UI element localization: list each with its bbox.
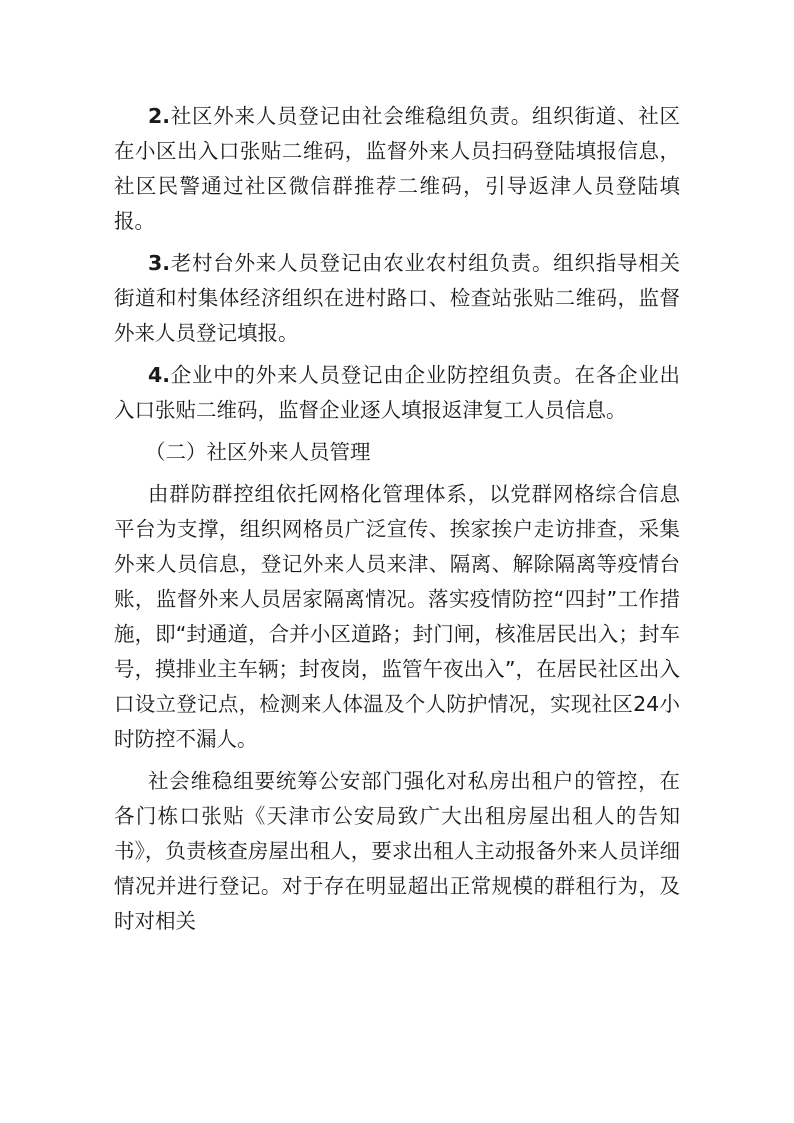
body-paragraph-grid-management: 由群防群控组依托网格化管理体系，以党群网格综合信息平台为支撑，组织网格员广泛宣传、挨家挨户走访排查，采集外来人员信息，登记外来人员来津、隔离、解除隔离等疫情台账，监督外来人员居家隔离情况。落实疫情防控“四封”工作措施，即“封通道，合并小区道路；封门闸，核准居民出入；封车号，摸排业主车辆；封夜岗，监管午夜出入”，在居民社区出入口设立登记点，检测来人体温及个人防护情况，实现社区24小时防控不漏人。 xyxy=(114,482,680,751)
item-number: 3. xyxy=(148,251,171,275)
item-number: 2. xyxy=(148,104,171,128)
item-text: 社区外来人员登记由社会维稳组负责。组织街道、社区在小区出入口张贴二维码，监督外来人员扫码登陆填报信息，社区民警通过社区微信群推荐二维码，引导返津人员登陆填报。 xyxy=(114,104,680,233)
paragraph-item-3 xyxy=(114,246,680,351)
paragraph-item-2 xyxy=(114,99,680,239)
document-page xyxy=(114,99,680,939)
item-text: 企业中的外来人员登记由企业防控组负责。在各企业出入口张贴二维码，监督企业逐人填报返津复工人员信息。 xyxy=(114,363,680,422)
item-number: 4. xyxy=(148,363,171,387)
item-text: 老村台外来人员登记由农业农村组负责。组织指导相关街道和村集体经济组织在进村路口、检查站张贴二维码，监督外来人员登记填报。 xyxy=(114,251,680,345)
paragraph-item-4 xyxy=(114,358,680,428)
body-paragraph-rental-control: 社会维稳组要统筹公安部门强化对私房出租户的管控，在各门栋口张贴《天津市公安局致广大出租房屋出租人的告知书》，负责核查房屋出租人，要求出租人主动报备外来人员详细情况并进行登记。对于存在明显超出正常规模的群租行为，及时对相关 xyxy=(114,769,680,933)
section-heading: （二）社区外来人员管理 xyxy=(145,440,371,464)
